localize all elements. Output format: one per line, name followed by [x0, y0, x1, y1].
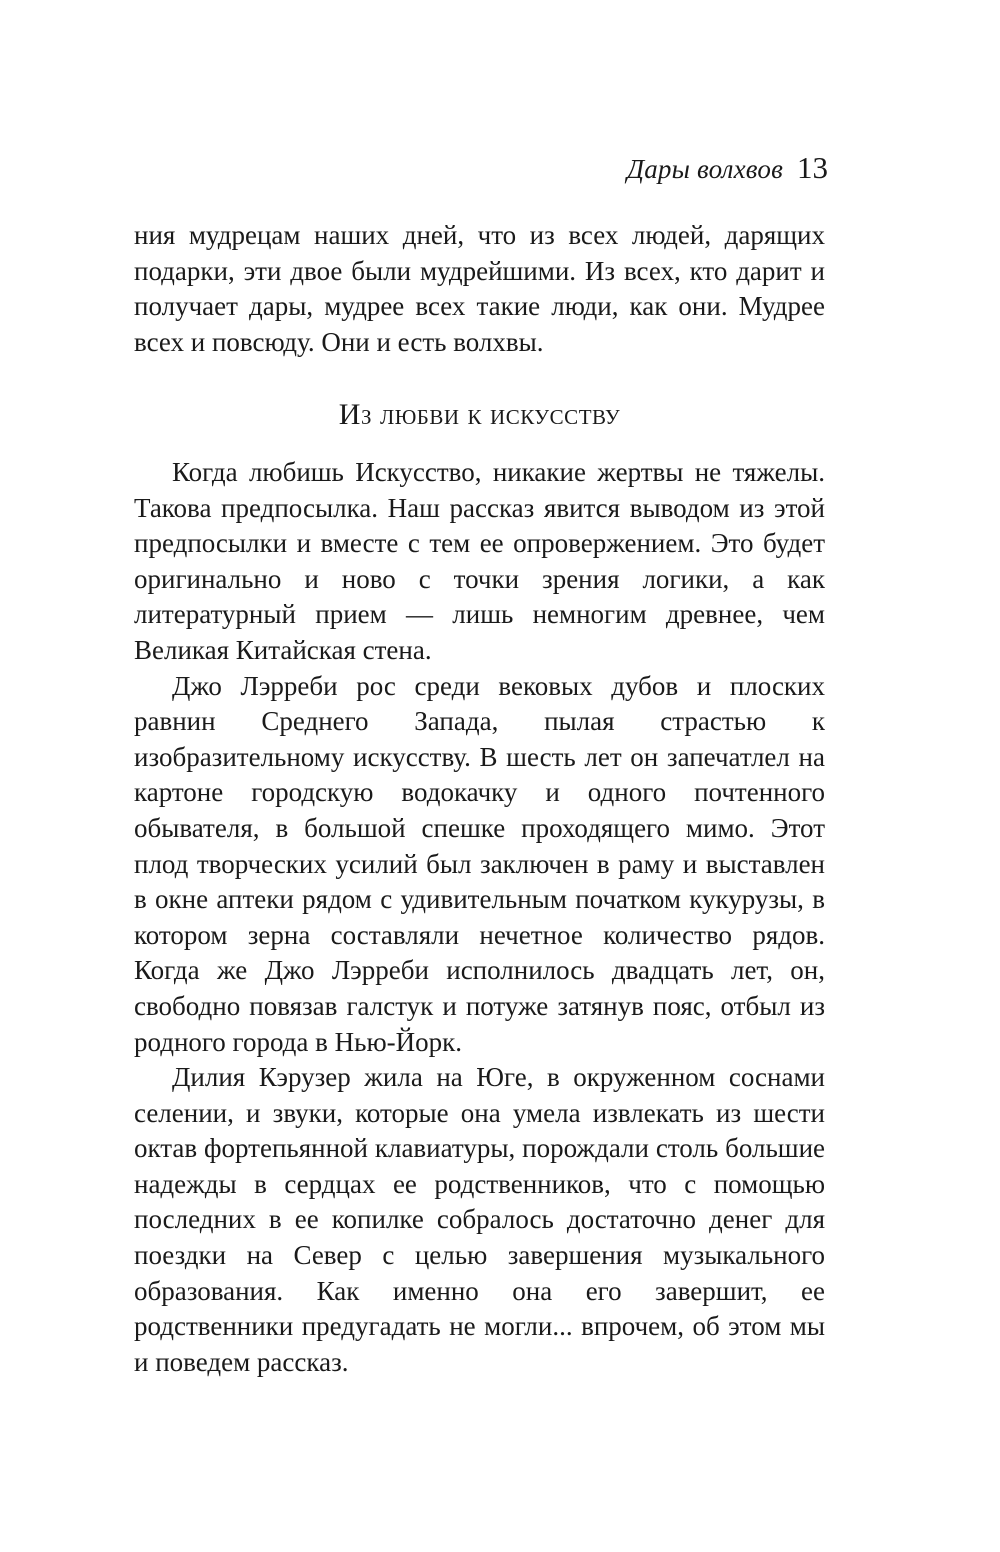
- page-number: 13: [797, 150, 828, 185]
- paragraph: Джо Лэрреби рос среди вековых дубов и плоских равнин Среднего Запада, пылая страстью к изобразительному искусству. В шесть лет он запечатлел на картоне городскую водокачку и одного почтенного обывателя, в большой спешке проходящего мимо. Этот плод творческих усилий был заключен в раму и выставлен в окне аптеки рядом с удивительным початком кукурузы, в котором зерна составляли нечетное количество рядов. Когда же Джо Лэрреби исполнилось двадцать лет, он, свободно повязав галстук и потуже затянув пояс, отбыл из родного города в Нью-Йорк.: [134, 670, 825, 1057]
- continuation-paragraph: ния мудрецам наших дней, что из всех людей, дарящих подарки, эти двое были мудрейшими. Из всех, кто дарит и получает дары, мудрее всех такие люди, как они. Мудрее всех и повсюду. Они и есть волхвы.: [134, 220, 825, 357]
- running-head: [627, 150, 828, 186]
- chapter-heading: Из любви к искусству: [338, 398, 621, 431]
- paragraph: Когда любишь Искусство, никакие жертвы не тяжелы. Такова предпосылка. Наш рассказ явится выводом из этой предпосылки и вместе с тем ее опровержением. Это будет оригинально и ново с точки зрения логики, а как литературный прием — лишь немногим древнее, чем Великая Китайская стена.: [134, 457, 825, 665]
- running-head-title: Дары волхвов: [626, 154, 783, 184]
- continuation-text: [134, 218, 825, 360]
- chapter-body: [134, 455, 825, 1380]
- paragraph: Дилия Кэрузер жила на Юге, в окруженном соснами селении, и звуки, которые она умела извлекать из шести октав фортепьянной клавиатуры, порождали столь большие надежды в сердцах ее родственников, что с помощью последних в ее копилке собралось достаточно денег для поездки на Север с целью завершения музыкального образования. Как именно она его завершит, ее родственники предугадать не могли... впрочем, об этом мы и поведем рассказ.: [134, 1062, 825, 1377]
